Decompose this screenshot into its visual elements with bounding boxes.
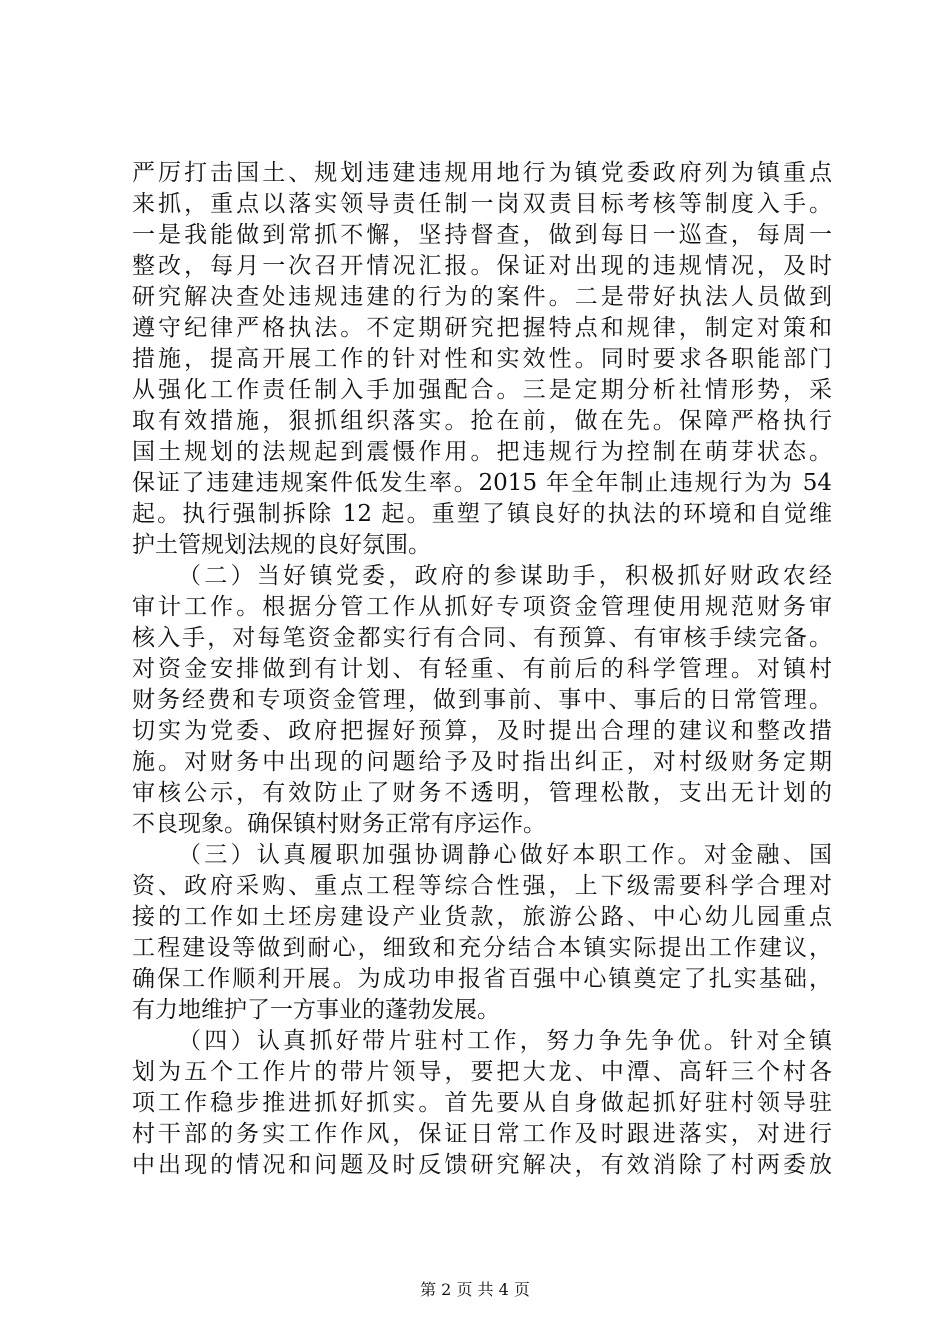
text-line: 遵守纪律严格执法。不定期研究把握特点和规律，制定对策和 xyxy=(132,315,832,341)
text-line: 有力地维护了一方事业的蓬勃发展。 xyxy=(132,997,500,1023)
text-line: 对资金安排做到有计划、有轻重、有前后的科学管理。对镇村 xyxy=(132,656,832,682)
text-line: 一是我能做到常抓不懈，坚持督查，做到每日一巡查，每周一 xyxy=(132,222,832,248)
text-line: 接的工作如土坯房建设产业货款，旅游公路、中心幼儿园重点 xyxy=(132,904,832,930)
text-line: 划为五个工作片的带片领导，要把大龙、中潭、高轩三个村各 xyxy=(132,1059,832,1085)
text-line: 严厉打击国土、规划违建违规用地行为镇党委政府列为镇重点 xyxy=(132,160,832,186)
text-line: 项工作稳步推进抓好抓实。首先要从自身做起抓好驻村领导驻 xyxy=(132,1090,832,1116)
text-line: 国土规划的法规起到震慑作用。把违规行为控制在萌芽状态。 xyxy=(132,439,832,465)
text-line: 资、政府采购、重点工程等综合性强，上下级需要科学合理对 xyxy=(132,873,832,899)
text-line: 施。对财务中出现的问题给予及时指出纠正，对村级财务定期 xyxy=(132,749,832,775)
paragraph-heading-line: （三）认真履职加强协调静心做好本职工作。对金融、国 xyxy=(178,842,832,868)
text-line: 措施，提高开展工作的针对性和实效性。同时要求各职能部门 xyxy=(132,346,832,372)
text-line: 取有效措施，狠抓组织落实。抢在前，做在先。保障严格执行 xyxy=(132,408,832,434)
text-line: 从强化工作责任制入手加强配合。三是定期分析社情形势，采 xyxy=(132,377,832,403)
text-line: 整改，每月一次召开情况汇报。保证对出现的违规情况，及时 xyxy=(132,253,832,279)
text-line: 财务经费和专项资金管理，做到事前、事中、事后的日常管理。 xyxy=(132,687,832,713)
text-line: 核入手，对每笔资金都实行有合同、有预算、有审核手续完备。 xyxy=(132,625,832,651)
text-line: 保证了违建违规案件低发生率。2015 年全年制止违规行为为 54 xyxy=(132,470,832,496)
text-line: 切实为党委、政府把握好预算，及时提出合理的建议和整改措 xyxy=(132,718,832,744)
text-line: 中出现的情况和问题及时反馈研究解决，有效消除了村两委放 xyxy=(132,1152,832,1178)
text-line: 审核公示，有效防止了财务不透明，管理松散，支出无计划的 xyxy=(132,780,832,806)
text-line: 村干部的务实工作作风，保证日常工作及时跟进落实，对进行 xyxy=(132,1121,832,1147)
page-number-footer: 第 2 页 共 4 页 xyxy=(420,1280,530,1299)
text-line: 工程建设等做到耐心，细致和充分结合本镇实际提出工作建议， xyxy=(132,935,832,961)
text-line: 研究解决查处违规违建的行为的案件。二是带好执法人员做到 xyxy=(132,284,832,310)
text-line: 起。执行强制拆除 12 起。重塑了镇良好的执法的环境和自觉维 xyxy=(132,501,832,527)
paragraph-heading-line: （四）认真抓好带片驻村工作，努力争先争优。针对全镇 xyxy=(178,1028,832,1054)
paragraph-heading-line: （二）当好镇党委，政府的参谋助手，积极抓好财政农经 xyxy=(178,563,832,589)
text-line: 确保工作顺利开展。为成功申报省百强中心镇奠定了扎实基础， xyxy=(132,966,832,992)
text-line: 审计工作。根据分管工作从抓好专项资金管理使用规范财务审 xyxy=(132,594,832,620)
text-line: 不良现象。确保镇村财务正常有序运作。 xyxy=(132,811,546,837)
document-body xyxy=(132,158,832,1181)
text-line: 护土管规划法规的良好氛围。 xyxy=(132,532,431,558)
text-line: 来抓，重点以落实领导责任制一岗双责目标考核等制度入手。 xyxy=(132,191,832,217)
